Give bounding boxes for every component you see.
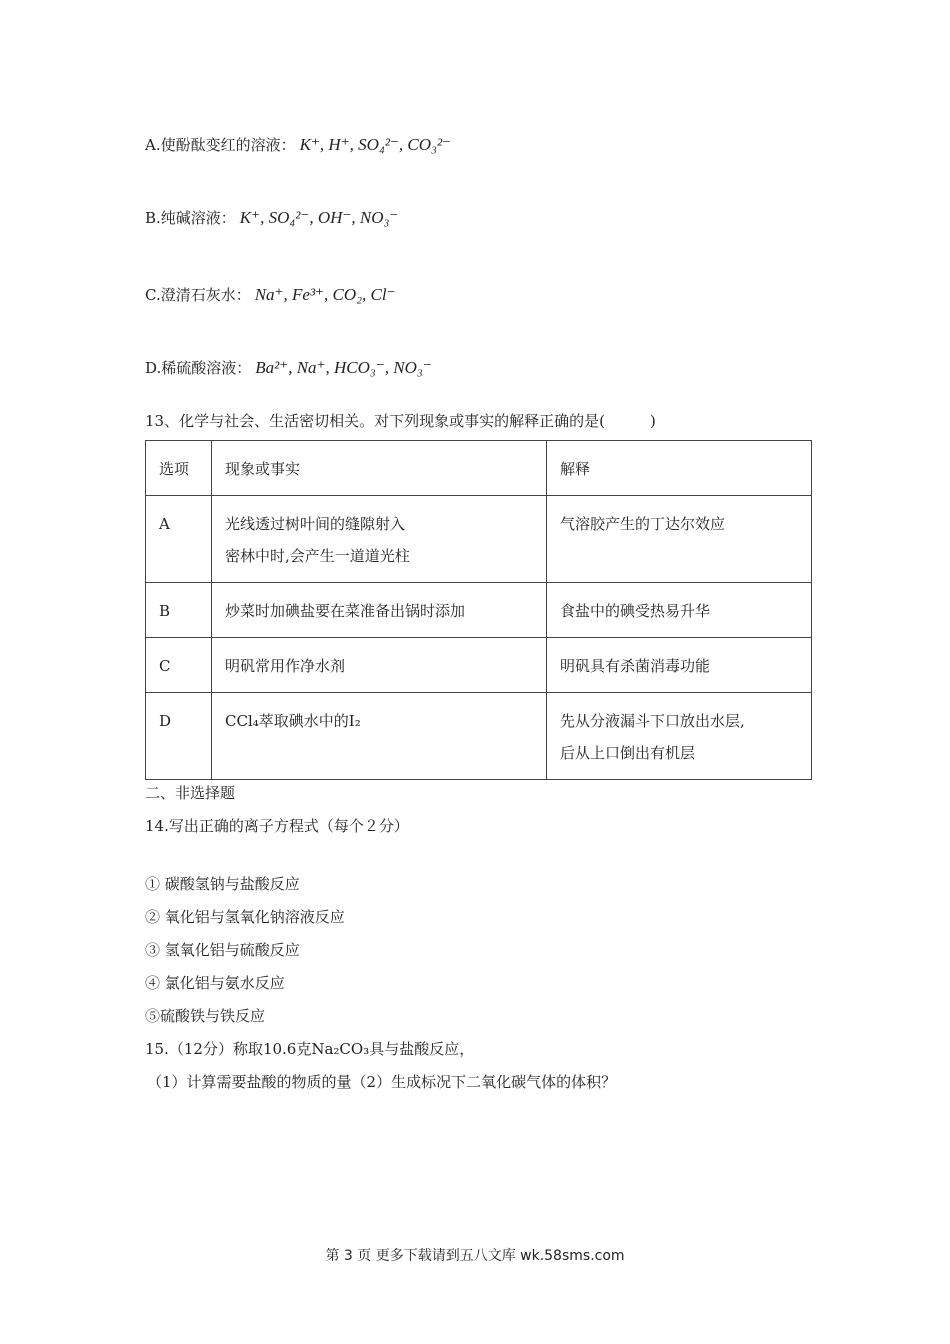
option-c-formula: Na⁺, Fe³⁺, CO₂, Cl⁻ [254, 285, 396, 304]
row-explanation [547, 638, 812, 693]
row-exp-line: 气溶胶产生的丁达尔效应 [560, 515, 726, 533]
table-header-row [146, 441, 812, 496]
option-b [145, 207, 398, 228]
row-exp-line: 明矾具有杀菌消毒功能 [560, 657, 711, 675]
row-fact-line: CCl₄萃取碘水中的I₂ [225, 712, 361, 730]
page-footer[interactable]: 第 3 页 更多下载请到五八文库 wk.58sms.com [325, 1248, 625, 1264]
header-fact: 现象或事实 [212, 441, 547, 496]
question-13-title: 13、化学与社会、生活密切相关。对下列现象或事实的解释正确的是( ) [145, 412, 656, 430]
table-row [146, 638, 812, 693]
row-explanation [547, 496, 812, 583]
question-14: 14.写出正确的离子方程式（每个２分） [145, 817, 409, 835]
header-option: 选项 [146, 441, 212, 496]
table-row [146, 693, 812, 780]
row-fact-line: 明矾常用作净水剂 [225, 657, 346, 675]
row-fact [212, 496, 547, 583]
table-row [146, 583, 812, 638]
row-exp-line: 后从上口倒出有机层 [560, 744, 696, 762]
q14-item-2: ② 氧化铝与氢氧化钠溶液反应 [145, 908, 345, 926]
row-option: A [146, 496, 212, 583]
option-d [145, 357, 432, 378]
table-row [146, 496, 812, 583]
row-fact-line: 炒菜时加碘盐要在菜准备出锅时添加 [225, 602, 466, 620]
question-13-table [145, 440, 812, 780]
q14-item-3: ③ 氢氧化铝与硫酸反应 [145, 941, 300, 959]
row-option: C [146, 638, 212, 693]
q14-item-1: ① 碳酸氢钠与盐酸反应 [145, 875, 300, 893]
row-explanation [547, 693, 812, 780]
question-15: 15.（12分）称取10.6克Na₂CO₃具与盐酸反应， [145, 1040, 475, 1058]
option-a-formula: K⁺, H⁺, SO₄²⁻, CO₃²⁻ [299, 135, 452, 154]
option-b-formula: K⁺, SO₄²⁻, OH⁻, NO₃⁻ [239, 208, 399, 227]
row-option: D [146, 693, 212, 780]
row-exp-line: 先从分液漏斗下口放出水层, [560, 712, 745, 730]
option-d-formula: Ba²⁺, Na⁺, HCO₃⁻, NO₃⁻ [255, 358, 432, 377]
question-15-parts: （1）计算需要盐酸的物质的量（2）生成标况下二氧化碳气体的体积？ [147, 1073, 617, 1091]
row-exp-line: 食盐中的碘受热易升华 [560, 602, 711, 620]
row-fact-line: 光线透过树叶间的缝隙射入 [225, 515, 406, 533]
row-option: B [146, 583, 212, 638]
row-fact [212, 638, 547, 693]
option-d-label: D.稀硫酸溶液： [145, 359, 252, 377]
q14-item-5: ⑤硫酸铁与铁反应 [145, 1007, 266, 1025]
row-fact-line: 密林中时,会产生一道道光柱 [225, 547, 410, 565]
header-explanation: 解释 [547, 441, 812, 496]
option-c-label: C.澄清石灰水： [145, 286, 251, 304]
option-a [145, 134, 451, 155]
row-fact [212, 693, 547, 780]
option-b-label: B.纯碱溶液： [145, 209, 236, 227]
row-explanation [547, 583, 812, 638]
row-fact [212, 583, 547, 638]
q14-item-4: ④ 氯化铝与氨水反应 [145, 974, 285, 992]
option-c [145, 284, 396, 305]
section-2-title: 二、非选择题 [145, 784, 236, 802]
option-a-label: A.使酚酞变红的溶液： [145, 136, 296, 154]
